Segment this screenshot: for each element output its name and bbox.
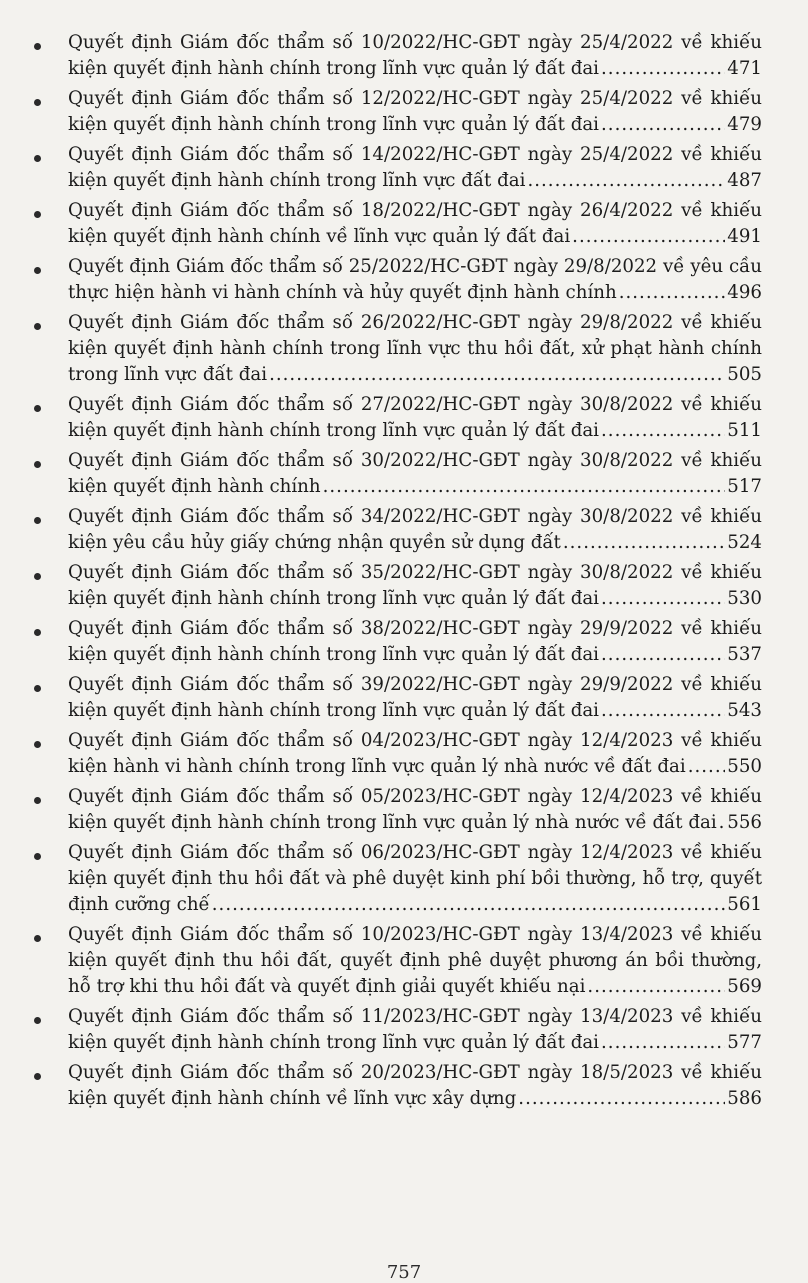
toc-entry-line: Quyết định Giám đốc thẩm số 14/2022/HC-GĐT ngày 25/4/2022 về khiếu (68, 144, 762, 165)
bullet-icon (34, 573, 41, 580)
toc-entry-line: Quyết định Giám đốc thẩm số 06/2023/HC-GĐT ngày 12/4/2023 về khiếu (68, 842, 762, 863)
toc-entry-last-line (68, 224, 762, 250)
dot-leader (572, 224, 725, 250)
toc-entry-page-number: 496 (727, 282, 762, 303)
toc-entry (34, 142, 762, 194)
toc-entry-page-number: 491 (727, 226, 762, 247)
toc-entry (34, 616, 762, 668)
toc-entry-page-number: 569 (727, 976, 762, 997)
toc-entry-text: kiện quyết định hành chính trong lĩnh vực quản lý đất đai (68, 420, 599, 441)
toc-entry-last-line (68, 698, 762, 724)
dot-leader (719, 810, 726, 836)
toc-entry-line: Quyết định Giám đốc thẩm số 30/2022/HC-GĐT ngày 30/8/2022 về khiếu (68, 450, 762, 471)
toc-entry-text: kiện quyết định hành chính trong lĩnh vực quản lý đất đai (68, 1032, 599, 1053)
dot-leader (688, 754, 726, 780)
toc-entry-text: kiện yêu cầu hủy giấy chứng nhận quyền sử dụng đất (68, 532, 561, 553)
bullet-icon (34, 853, 41, 860)
dot-leader (527, 168, 725, 194)
toc-entry-text: kiện quyết định hành chính trong lĩnh vực quản lý đất đai (68, 700, 599, 721)
toc-entry-last-line (68, 530, 762, 556)
toc-entry (34, 504, 762, 556)
toc-entry (34, 1004, 762, 1056)
toc-entry-page-number: 530 (727, 588, 762, 609)
bullet-icon (34, 99, 41, 106)
dot-leader (269, 362, 725, 388)
toc-entry-text: kiện quyết định hành chính về lĩnh vực quản lý đất đai (68, 226, 571, 247)
bullet-icon (34, 1073, 41, 1080)
dot-leader (601, 418, 725, 444)
bullet-icon (34, 267, 41, 274)
table-of-contents (34, 30, 762, 1112)
toc-entry-last-line (68, 112, 762, 138)
toc-entry-line: Quyết định Giám đốc thẩm số 27/2022/HC-GĐT ngày 30/8/2022 về khiếu (68, 394, 762, 415)
toc-entry-page-number: 517 (727, 476, 762, 497)
bullet-icon (34, 43, 41, 50)
toc-entry (34, 448, 762, 500)
toc-entry-last-line (68, 418, 762, 444)
toc-entry-page-number: 586 (727, 1088, 762, 1109)
page-number: 757 (386, 1262, 422, 1283)
toc-entry (34, 672, 762, 724)
toc-entry-page-number: 471 (727, 58, 762, 79)
bullet-icon (34, 741, 41, 748)
toc-entry-line: kiện quyết định thu hồi đất, quyết định phê duyệt phương án bồi thường, (68, 950, 762, 971)
dot-leader (601, 642, 725, 668)
toc-entry-last-line (68, 1086, 762, 1112)
dot-leader (601, 1030, 725, 1056)
toc-entry-text: thực hiện hành vi hành chính và hủy quyết định hành chính (68, 282, 617, 303)
toc-entry-line: Quyết định Giám đốc thẩm số 05/2023/HC-GĐT ngày 12/4/2023 về khiếu (68, 786, 762, 807)
dot-leader (601, 112, 725, 138)
dot-leader (323, 474, 726, 500)
toc-entry (34, 560, 762, 612)
toc-entry-text: định cưỡng chế (68, 894, 210, 915)
dot-leader (563, 530, 725, 556)
toc-entry-line: Quyết định Giám đốc thẩm số 04/2023/HC-GĐT ngày 12/4/2023 về khiếu (68, 730, 762, 751)
toc-entry-page-number: 487 (727, 170, 762, 191)
toc-entry-last-line (68, 892, 762, 918)
toc-entry-text: kiện quyết định hành chính trong lĩnh vực đất đai (68, 170, 526, 191)
dot-leader (212, 892, 726, 918)
bullet-icon (34, 797, 41, 804)
bullet-icon (34, 461, 41, 468)
toc-entry (34, 922, 762, 1000)
toc-entry-text: kiện hành vi hành chính trong lĩnh vực quản lý nhà nước về đất đai (68, 756, 686, 777)
bullet-icon (34, 405, 41, 412)
bullet-icon (34, 935, 41, 942)
toc-entry-page-number: 543 (727, 700, 762, 721)
dot-leader (601, 56, 725, 82)
toc-entry-line: Quyết định Giám đốc thẩm số 12/2022/HC-GĐT ngày 25/4/2022 về khiếu (68, 88, 762, 109)
toc-entry-last-line (68, 974, 762, 1000)
toc-entry-page-number: 556 (727, 812, 762, 833)
toc-entry-line: Quyết định Giám đốc thẩm số 18/2022/HC-GĐT ngày 26/4/2022 về khiếu (68, 200, 762, 221)
toc-entry-last-line (68, 642, 762, 668)
toc-entry-last-line (68, 168, 762, 194)
toc-entry-text: kiện quyết định hành chính về lĩnh vực xây dựng (68, 1088, 517, 1109)
dot-leader (601, 586, 725, 612)
toc-entry-text: kiện quyết định hành chính trong lĩnh vực quản lý nhà nước về đất đai (68, 812, 717, 833)
toc-entry-last-line (68, 56, 762, 82)
toc-entry-page-number: 577 (727, 1032, 762, 1053)
toc-entry-line: Quyết định Giám đốc thẩm số 25/2022/HC-GĐT ngày 29/8/2022 về yêu cầu (68, 256, 762, 277)
bullet-icon (34, 517, 41, 524)
bullet-icon (34, 1017, 41, 1024)
toc-entry (34, 86, 762, 138)
toc-entry-page-number: 524 (727, 532, 762, 553)
toc-entry-last-line (68, 280, 762, 306)
bullet-icon (34, 629, 41, 636)
toc-entry (34, 254, 762, 306)
dot-leader (518, 1086, 725, 1112)
toc-entry (34, 784, 762, 836)
toc-entry (34, 310, 762, 388)
toc-entry-line: Quyết định Giám đốc thẩm số 26/2022/HC-GĐT ngày 29/8/2022 về khiếu (68, 312, 762, 333)
toc-entry-line: Quyết định Giám đốc thẩm số 10/2023/HC-GĐT ngày 13/4/2023 về khiếu (68, 924, 762, 945)
toc-entry (34, 30, 762, 82)
dot-leader (619, 280, 726, 306)
toc-entry-page-number: 550 (727, 756, 762, 777)
toc-entry-line: Quyết định Giám đốc thẩm số 38/2022/HC-GĐT ngày 29/9/2022 về khiếu (68, 618, 762, 639)
toc-entry-text: kiện quyết định hành chính trong lĩnh vực quản lý đất đai (68, 588, 599, 609)
toc-entry-line: Quyết định Giám đốc thẩm số 11/2023/HC-GĐT ngày 13/4/2023 về khiếu (68, 1006, 762, 1027)
toc-entry (34, 392, 762, 444)
toc-entry-last-line (68, 754, 762, 780)
toc-entry-text: kiện quyết định hành chính trong lĩnh vực quản lý đất đai (68, 644, 599, 665)
bullet-icon (34, 211, 41, 218)
toc-entry-text: kiện quyết định hành chính trong lĩnh vực quản lý đất đai (68, 114, 599, 135)
bullet-icon (34, 685, 41, 692)
bullet-icon (34, 155, 41, 162)
toc-entry-line: kiện quyết định hành chính trong lĩnh vực thu hồi đất, xử phạt hành chính (68, 338, 762, 359)
toc-entry-line: Quyết định Giám đốc thẩm số 10/2022/HC-GĐT ngày 25/4/2022 về khiếu (68, 32, 762, 53)
toc-entry-text: kiện quyết định hành chính trong lĩnh vực quản lý đất đai (68, 58, 599, 79)
toc-entry (34, 1060, 762, 1112)
toc-entry-text: trong lĩnh vực đất đai (68, 364, 268, 385)
toc-entry-text: kiện quyết định hành chính (68, 476, 321, 497)
dot-leader (601, 698, 725, 724)
toc-entry-last-line (68, 586, 762, 612)
bullet-icon (34, 323, 41, 330)
toc-entry-text: hỗ trợ khi thu hồi đất và quyết định giải quyết khiếu nại (68, 976, 586, 997)
toc-entry-page-number: 479 (727, 114, 762, 135)
toc-entry (34, 728, 762, 780)
toc-entry-last-line (68, 1030, 762, 1056)
toc-entry-line: Quyết định Giám đốc thẩm số 35/2022/HC-GĐT ngày 30/8/2022 về khiếu (68, 562, 762, 583)
toc-entry (34, 840, 762, 918)
toc-entry-line: Quyết định Giám đốc thẩm số 20/2023/HC-GĐT ngày 18/5/2023 về khiếu (68, 1062, 762, 1083)
toc-entry-line: Quyết định Giám đốc thẩm số 39/2022/HC-GĐT ngày 29/9/2022 về khiếu (68, 674, 762, 695)
toc-entry-line: Quyết định Giám đốc thẩm số 34/2022/HC-GĐT ngày 30/8/2022 về khiếu (68, 506, 762, 527)
toc-entry (34, 198, 762, 250)
toc-entry-page-number: 537 (727, 644, 762, 665)
toc-entry-last-line (68, 362, 762, 388)
toc-entry-last-line (68, 810, 762, 836)
toc-entry-last-line (68, 474, 762, 500)
toc-entry-page-number: 505 (727, 364, 762, 385)
dot-leader (587, 974, 725, 1000)
toc-entry-page-number: 511 (727, 420, 762, 441)
toc-entry-line: kiện quyết định thu hồi đất và phê duyệt kinh phí bồi thường, hỗ trợ, quyết (68, 868, 762, 889)
toc-entry-page-number: 561 (727, 894, 762, 915)
